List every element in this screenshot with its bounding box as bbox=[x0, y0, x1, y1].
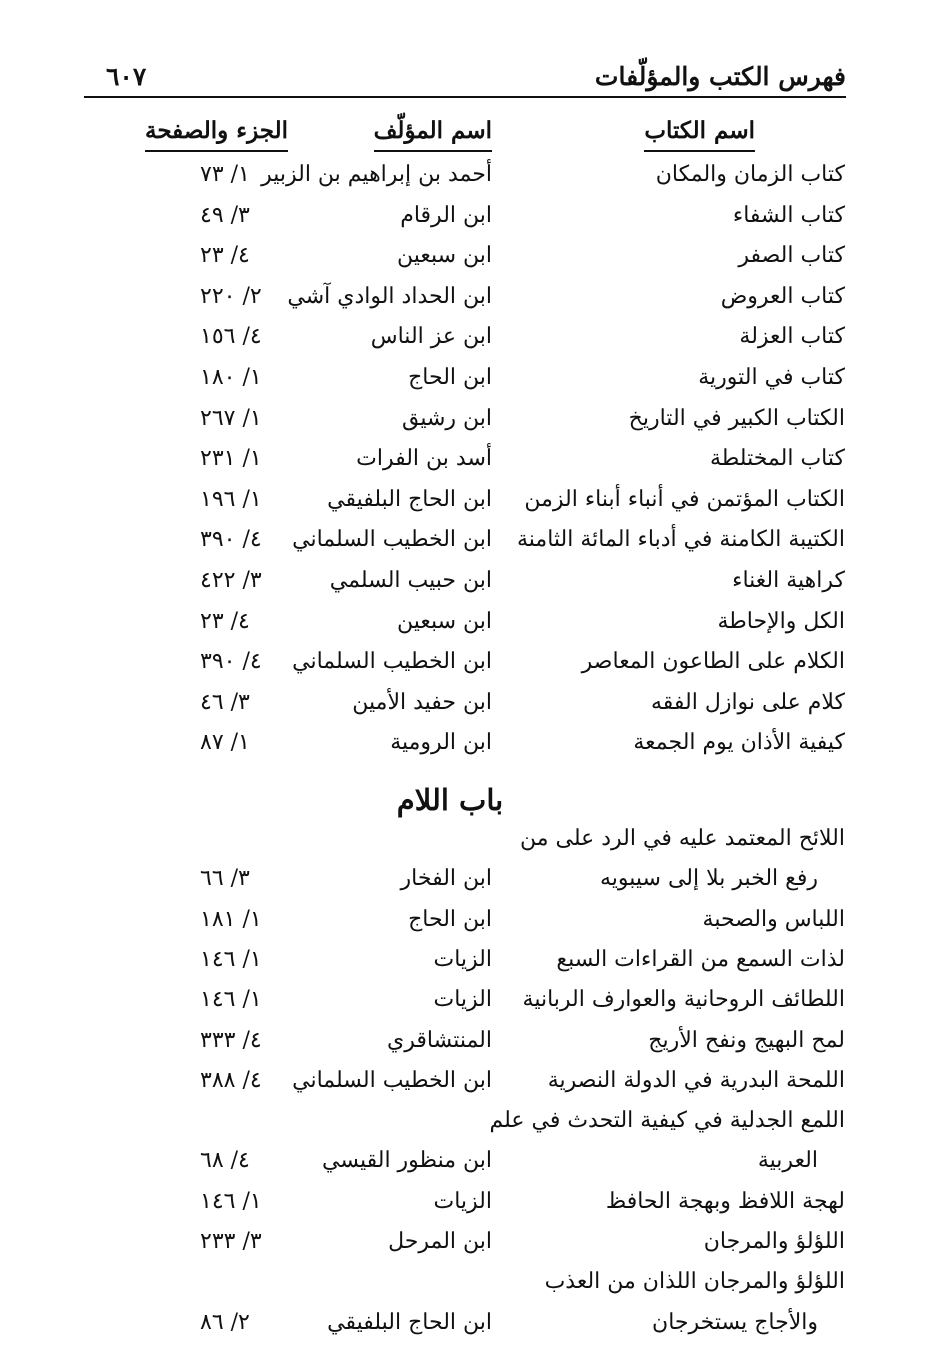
book-title: كتاب في التورية bbox=[698, 365, 845, 390]
volume-page-ref: ٤/ ٢٣ bbox=[200, 608, 250, 634]
volume-page-ref: ١/ ٢٣١ bbox=[200, 446, 262, 472]
book-title: الكتاب الكبير في التاريخ bbox=[628, 405, 845, 431]
volume-page-ref: ١/ ٢٦٧ bbox=[200, 405, 262, 431]
author-name: ابن الرومية bbox=[390, 730, 492, 756]
book-title: اللباس والصحبة bbox=[702, 906, 845, 932]
author-name: الزيات bbox=[433, 946, 492, 972]
index-row bbox=[0, 406, 930, 446]
book-title: اللؤلؤ والمرجان bbox=[703, 1229, 845, 1254]
book-title: كتاب العزلة bbox=[739, 324, 845, 350]
book-title: كيفية الأذان يوم الجمعة bbox=[633, 730, 845, 756]
book-title: كراهية الغناء bbox=[732, 568, 845, 593]
column-header-author: اسم المؤلّف bbox=[374, 117, 492, 152]
book-title: لهجة اللافظ وبهجة الحافظ bbox=[605, 1188, 845, 1214]
author-name: المنتشاقري bbox=[386, 1027, 492, 1053]
page-number: ٦٠٧ bbox=[106, 62, 147, 91]
volume-page-ref: ١/ ١٨١ bbox=[200, 906, 262, 932]
book-title: والأجاج يستخرجان bbox=[652, 1309, 818, 1335]
index-row bbox=[0, 1310, 930, 1350]
volume-page-ref: ٣/ ٤٩ bbox=[200, 202, 250, 228]
index-row bbox=[0, 162, 930, 202]
book-title: الكتاب المؤتمن في أنباء أبناء الزمن bbox=[524, 486, 845, 512]
book-title: اللؤلؤ والمرجان اللذان من العذب bbox=[544, 1269, 845, 1295]
index-row bbox=[0, 1028, 930, 1068]
volume-page-ref: ٢/ ٨٦ bbox=[200, 1309, 250, 1335]
index-row bbox=[0, 649, 930, 689]
index-row bbox=[0, 907, 930, 947]
index-row bbox=[0, 947, 930, 987]
author-name: ابن سبعين bbox=[396, 608, 492, 634]
index-row bbox=[0, 203, 930, 243]
author-name: ابن منظور القيسي bbox=[322, 1148, 492, 1174]
volume-page-ref: ١/ ١٤٦ bbox=[200, 946, 262, 972]
book-title: لذات السمع من القراءات السبع bbox=[556, 946, 845, 972]
index-row bbox=[0, 487, 930, 527]
volume-page-ref: ١/ ١٨٠ bbox=[200, 365, 262, 390]
volume-page-ref: ١/ ١٤٦ bbox=[200, 987, 262, 1013]
index-row bbox=[0, 1229, 930, 1269]
author-name: الزيات bbox=[433, 1188, 492, 1214]
volume-page-ref: ٣/ ٤٢٢ bbox=[200, 568, 262, 593]
header-rule bbox=[84, 96, 846, 98]
book-title: اللمحة البدرية في الدولة النصرية bbox=[547, 1067, 845, 1093]
column-header-book: اسم الكتاب bbox=[644, 117, 755, 152]
book-title: كتاب الصفر bbox=[738, 243, 845, 269]
author-name: ابن الخطيب السلماني bbox=[292, 649, 492, 675]
index-row bbox=[0, 730, 930, 770]
index-row bbox=[0, 324, 930, 364]
section-heading: باب اللام bbox=[396, 783, 504, 817]
book-title: كتاب الشفاء bbox=[732, 202, 845, 228]
book-title: اللمع الجدلية في كيفية التحدث في علم bbox=[489, 1108, 845, 1134]
book-title: رفع الخبر بلا إلى سيبويه bbox=[599, 866, 818, 892]
volume-page-ref: ١/ ١٤٦ bbox=[200, 1188, 262, 1214]
index-row bbox=[0, 527, 930, 567]
volume-page-ref: ٤/ ٣٩٠ bbox=[200, 527, 262, 553]
book-title: العربية bbox=[757, 1148, 818, 1174]
page-header bbox=[84, 52, 846, 98]
author-name: ابن الحاج البلفيقي bbox=[327, 486, 492, 512]
volume-page-ref: ٤/ ٢٣ bbox=[200, 243, 250, 269]
author-name: ابن عز الناس bbox=[370, 324, 492, 350]
index-row bbox=[0, 243, 930, 283]
author-name: ابن الخطيب السلماني bbox=[292, 1067, 492, 1093]
volume-page-ref: ١/ ٧٣ bbox=[200, 162, 250, 187]
volume-page-ref: ١/ ٨٧ bbox=[200, 730, 250, 756]
volume-page-ref: ٤/ ٦٨ bbox=[200, 1148, 250, 1174]
index-row bbox=[0, 609, 930, 649]
column-header-volume-page: الجزء والصفحة bbox=[145, 117, 288, 152]
author-name: ابن رشيق bbox=[401, 405, 492, 431]
volume-page-ref: ٣/ ٦٦ bbox=[200, 866, 250, 892]
volume-page-ref: ٤/ ٣٩٠ bbox=[200, 649, 262, 675]
index-row bbox=[0, 568, 930, 608]
volume-page-ref: ١/ ١٩٦ bbox=[200, 486, 262, 512]
author-name: ابن الرقام bbox=[400, 202, 492, 228]
book-title: كلام على نوازل الفقه bbox=[650, 689, 845, 715]
author-name: ابن الخطيب السلماني bbox=[292, 527, 492, 553]
index-row bbox=[0, 446, 930, 486]
index-row bbox=[0, 1269, 930, 1309]
author-name: الزيات bbox=[433, 987, 492, 1013]
volume-page-ref: ٣/ ٢٣٣ bbox=[200, 1229, 262, 1254]
index-row bbox=[0, 690, 930, 730]
author-name: أسد بن الفرات bbox=[356, 446, 492, 472]
book-title: اللائح المعتمد عليه في الرد على من bbox=[519, 826, 845, 851]
index-row bbox=[0, 987, 930, 1027]
volume-page-ref: ٤/ ٣٨٨ bbox=[200, 1067, 262, 1093]
author-name: ابن حبيب السلمي bbox=[329, 568, 492, 593]
index-row bbox=[0, 284, 930, 324]
book-title: اللطائف الروحانية والعوارف الربانية bbox=[522, 987, 845, 1013]
index-row bbox=[0, 866, 930, 906]
page-title: فهرس الكتب والمؤلّفات bbox=[594, 62, 846, 91]
author-name: ابن سبعين bbox=[396, 243, 492, 269]
volume-page-ref: ٤/ ٣٣٣ bbox=[200, 1027, 262, 1053]
book-title: كتاب العروض bbox=[720, 283, 845, 309]
book-title: لمح البهيج ونفح الأريج bbox=[648, 1027, 845, 1053]
author-name: ابن المرحل bbox=[388, 1229, 492, 1254]
book-title: الكتيبة الكامنة في أدباء المائة الثامنة bbox=[517, 527, 845, 553]
author-name: أحمد بن إبراهيم بن الزبير bbox=[261, 162, 492, 187]
author-name: ابن الحداد الوادي آشي bbox=[287, 283, 492, 309]
index-row bbox=[0, 1108, 930, 1148]
author-name: ابن حفيد الأمين bbox=[352, 689, 492, 715]
index-row bbox=[0, 826, 930, 866]
index-row bbox=[0, 1068, 930, 1108]
index-row bbox=[0, 1189, 930, 1229]
book-title: كتاب الزمان والمكان bbox=[655, 162, 845, 187]
index-row bbox=[0, 1148, 930, 1188]
author-name: ابن الحاج bbox=[408, 365, 492, 390]
book-title: كتاب المختلطة bbox=[709, 446, 845, 472]
index-row bbox=[0, 365, 930, 405]
volume-page-ref: ٢/ ٢٢٠ bbox=[200, 283, 262, 309]
book-title: الكلام على الطاعون المعاصر bbox=[581, 649, 845, 675]
author-name: ابن الفخار bbox=[400, 866, 492, 892]
author-name: ابن الحاج البلفيقي bbox=[327, 1309, 492, 1335]
book-title: الكل والإحاطة bbox=[717, 608, 845, 634]
author-name: ابن الحاج bbox=[408, 906, 492, 932]
volume-page-ref: ٤/ ١٥٦ bbox=[200, 324, 262, 350]
volume-page-ref: ٣/ ٤٦ bbox=[200, 689, 250, 715]
